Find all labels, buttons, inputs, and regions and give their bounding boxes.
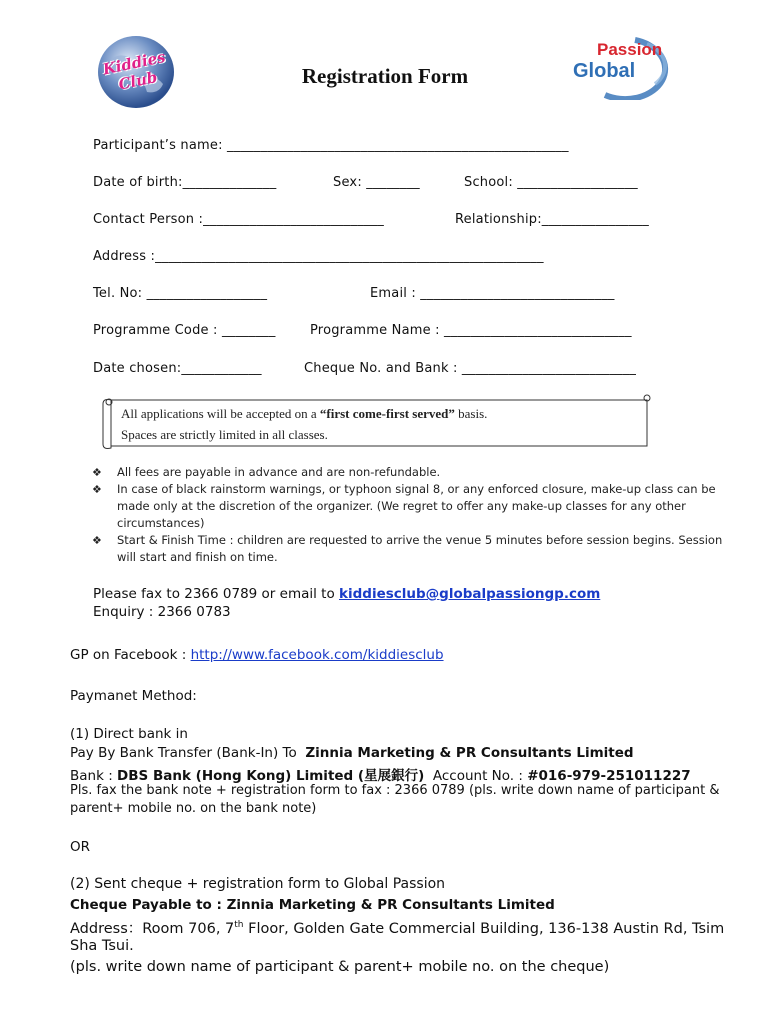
list-item: ❖ All fees are payable in advance and are non-refundable. [92, 465, 441, 479]
programme-name-field[interactable]: Programme Name : ____________________________ [310, 323, 632, 338]
tel-field[interactable]: Tel. No: __________________ [93, 286, 268, 301]
enquiry-line: Enquiry : 2366 0783 [93, 604, 231, 620]
date-chosen-field[interactable]: Date chosen:____________ [93, 361, 262, 376]
notice-scroll [103, 396, 653, 454]
address-field[interactable]: Address :__________________________________________________________ [93, 249, 544, 264]
email-link[interactable]: kiddiesclub@globalpassiongp.com [339, 586, 601, 602]
option1-bank-line: Bank : DBS Bank (Hong Kong) Limited (星展銀行) Account No. : #016-979-251011227 [70, 768, 691, 784]
date-of-birth-field[interactable]: Date of birth:______________ [93, 175, 277, 190]
option1-fax-line: Pls. fax the bank note + registration form to fax : 2366 0789 (pls. write down name of participant & [70, 783, 720, 798]
global-passion-logo [565, 34, 690, 100]
diamond-bullet-icon: ❖ [92, 466, 102, 479]
logo-passion-text: Passion [597, 40, 663, 59]
terms-list [92, 464, 732, 566]
fax-email-line: Please fax to 2366 0789 or email to kiddiesclub@globalpassiongp.com [93, 586, 601, 602]
payment-heading: Paymanet Method: [70, 688, 197, 704]
sex-field[interactable]: Sex: ________ [333, 175, 420, 190]
option2-note: (pls. write down name of participant & parent+ mobile no. on the cheque) [70, 959, 610, 975]
option1-transfer-line: Pay By Bank Transfer (Bank-In) To Zinnia Marketing & PR Consultants Limited [70, 745, 634, 761]
cheque-bank-field[interactable]: Cheque No. and Bank : __________________________ [304, 361, 637, 376]
facebook-line: GP on Facebook : http://www.facebook.com/kiddiesclub [70, 647, 444, 663]
email-field[interactable]: Email : _____________________________ [370, 286, 615, 301]
page-title: Registration Form [301, 64, 469, 88]
list-item: ❖ In case of black rainstorm warnings, or typhoon signal 8, or any enforced closure, make-up class can be made only at the discretion of the organizer. (We regret to offer any make-up classes for any other circumstances) [92, 482, 716, 530]
kiddies-club-logo-text: Kiddies Club [101, 47, 168, 94]
option2-title: (2) Sent cheque + registration form to Global Passion [70, 876, 446, 892]
option2-address-line-2: Sha Tsui. [70, 938, 134, 954]
relationship-field[interactable]: Relationship:________________ [455, 212, 649, 227]
diamond-bullet-icon: ❖ [92, 534, 102, 547]
list-item: ❖ Start & Finish Time : children are requested to arrive the venue 5 minutes before session begins. Session will start and finish on time. [92, 533, 723, 564]
programme-code-field[interactable]: Programme Code : ________ [93, 323, 276, 338]
notice-line-1: All applications will be accepted on a “first come-first served” basis. [121, 406, 488, 421]
diamond-bullet-icon: ❖ [92, 483, 102, 496]
or-separator: OR [70, 839, 91, 855]
contact-person-field[interactable]: Contact Person :___________________________ [93, 212, 385, 227]
option2-payable: Cheque Payable to : Zinnia Marketing & PR Consultants Limited [70, 897, 555, 913]
notice-line-2: Spaces are strictly limited in all classes. [121, 427, 328, 442]
facebook-link[interactable]: http://www.facebook.com/kiddiesclub [190, 647, 444, 663]
option2-address-line: Address：Room 706, 7th Floor, Golden Gate Commercial Building, 136-138 Austin Rd, Tsim [70, 920, 725, 937]
option1-fax-line-2: parent+ mobile no. on the bank note) [70, 801, 317, 816]
school-field[interactable]: School: __________________ [464, 175, 638, 190]
logo-global-text: Global [573, 60, 636, 82]
option1-title: (1) Direct bank in [70, 726, 188, 742]
participant-name-field[interactable]: Participant’s name: ___________________________________________________ [93, 138, 569, 153]
